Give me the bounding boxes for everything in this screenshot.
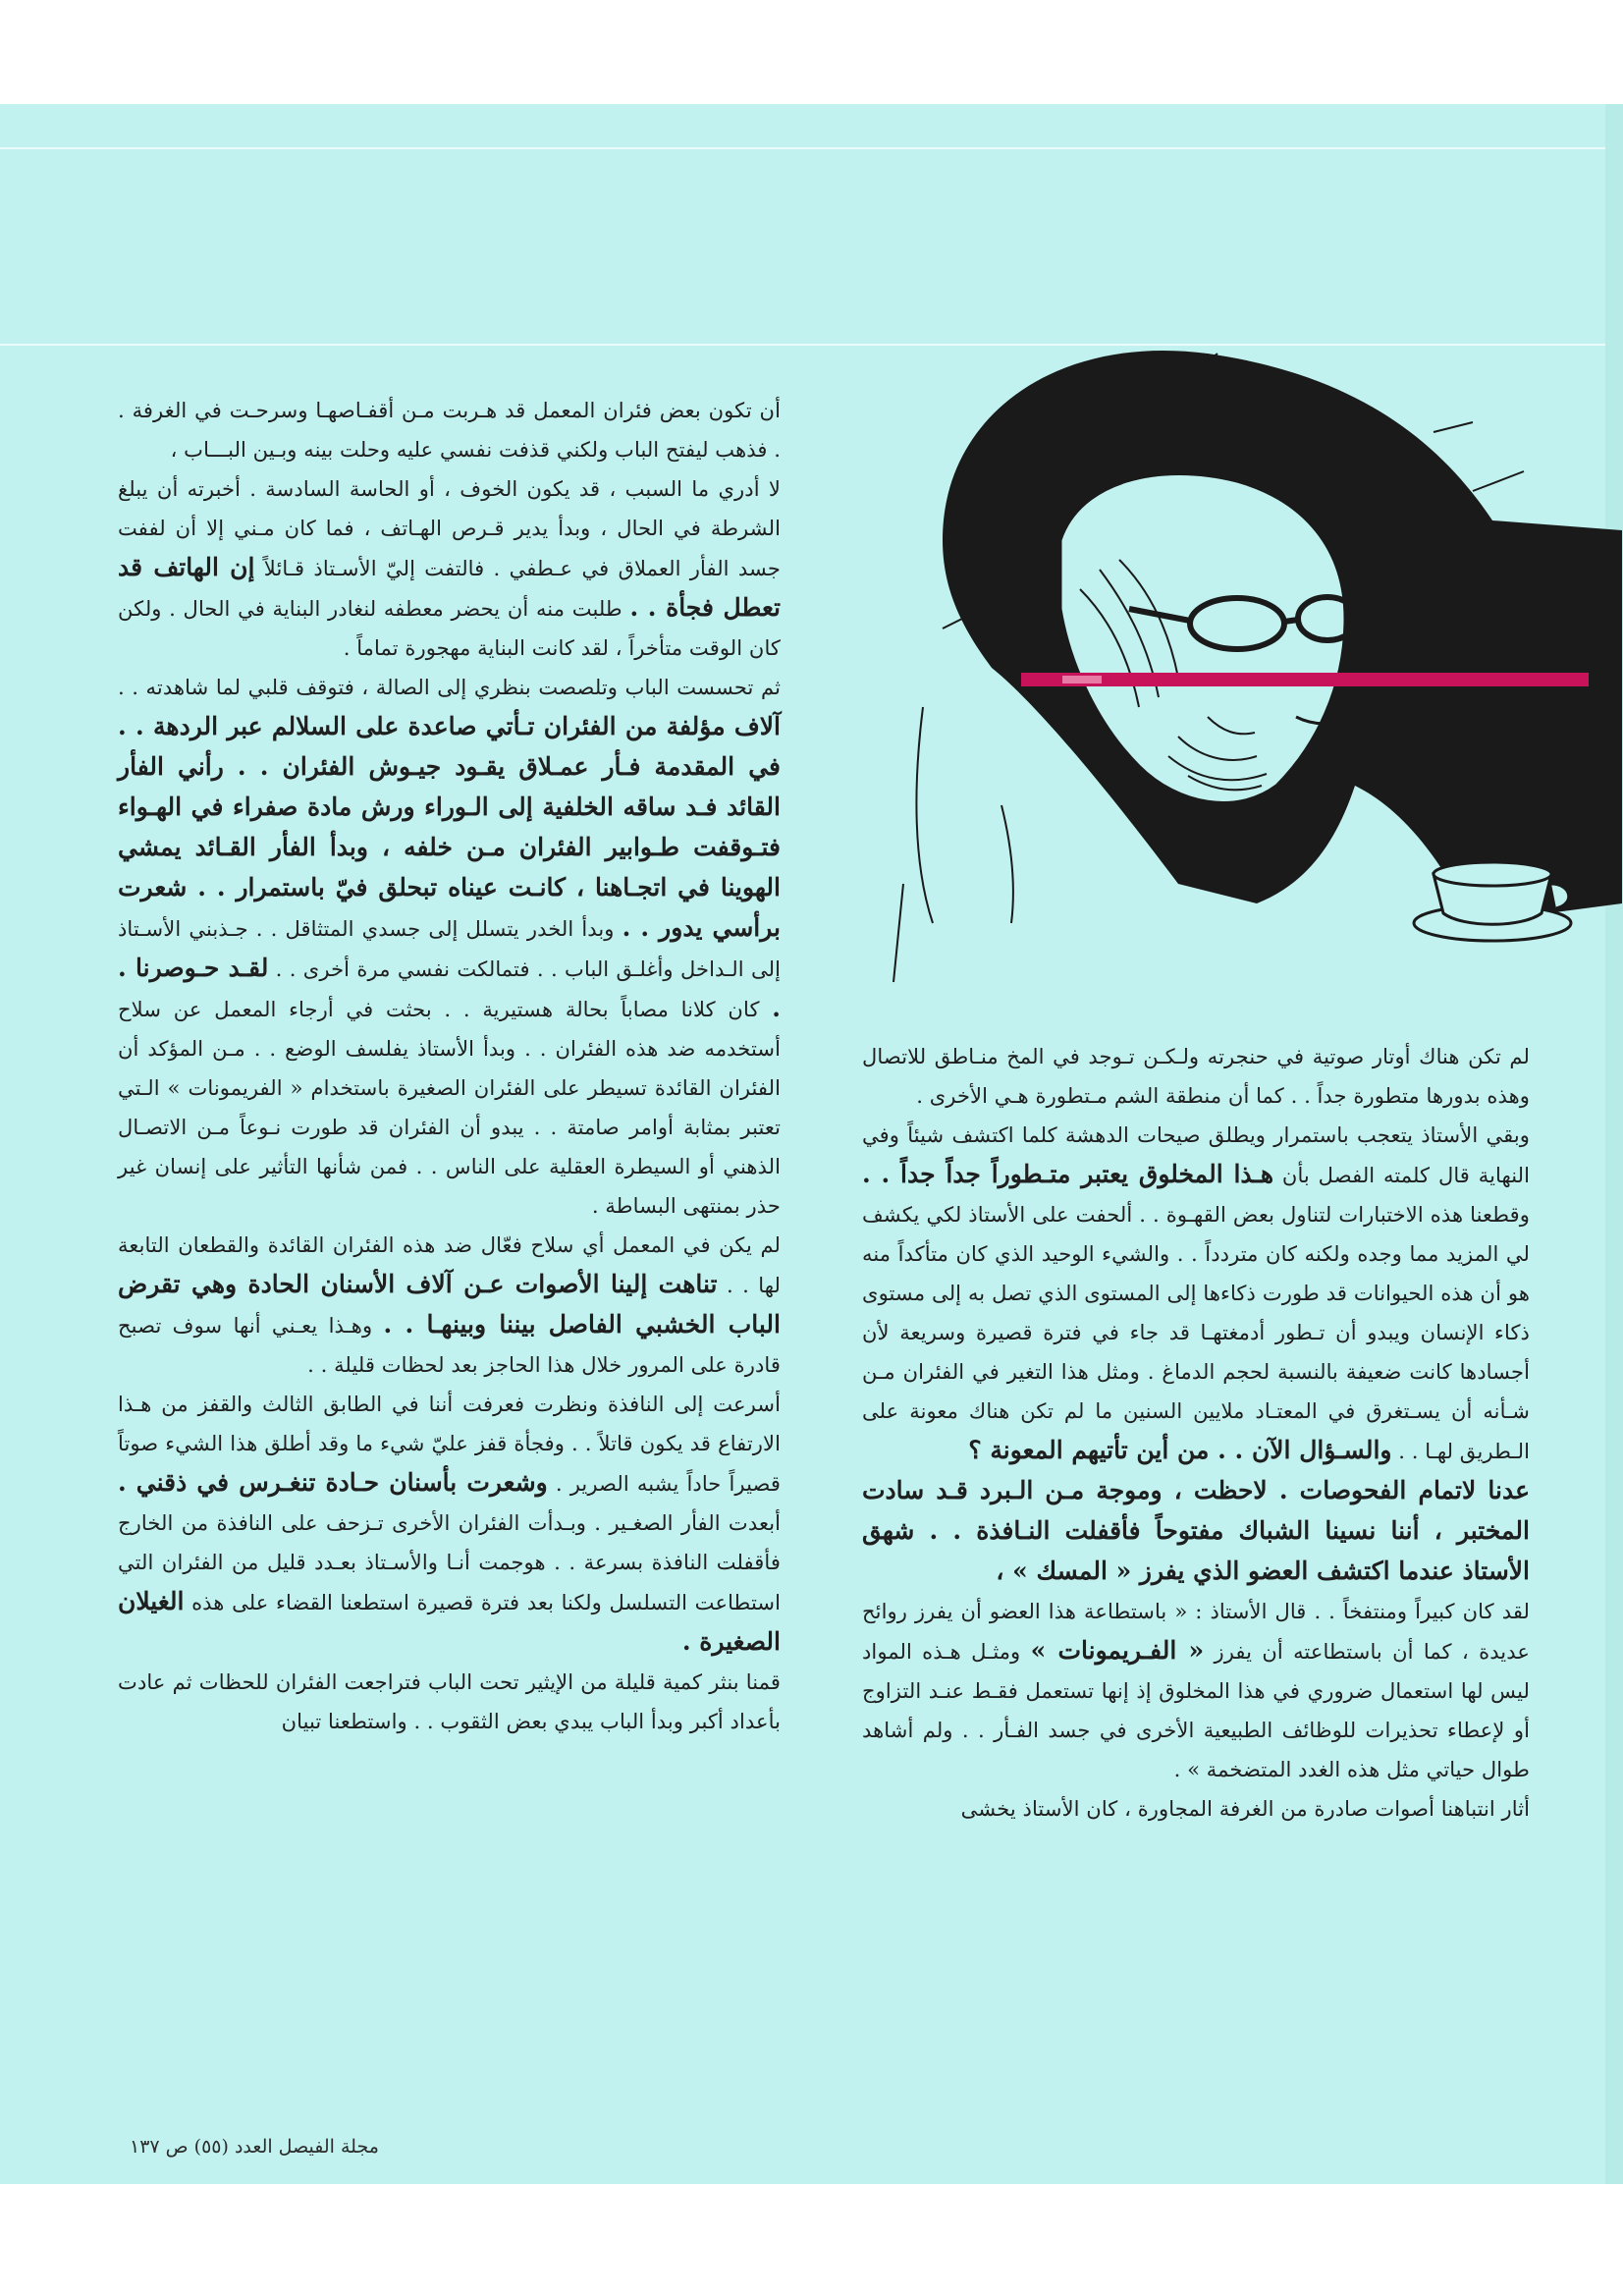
paragraph: لقد كان كبيراً ومنتفخاً . . قال الأستاذ : « باستطاعة هذا العضو أن يفرز روائح عديدة ، كما أن باستطاعته أن يفرز « الفـريمونات » ومثـل هـذه المواد ليس لها استعمال ضروري في هذا المخلوق إذ إنها تستعمل فقـط عنـد التزاوج أو لإعطاء تحذيرات للوظائف الطبيعية الأخرى في جسد الفـأر . . ولم أشاهد طوال حياتي مثل هذه الغدد المتضخمة » . (862, 1599, 1530, 1781)
bold-text: « الفـريمونات » (1030, 1636, 1205, 1665)
bold-text: آلاف مؤلفة من الفئران تـأتي صاعدة على السلالم عبر الردهة . . في المقدمة فـأر عمـلاق يقـود جيـوش الفئران . . رأني الفأر القائد فـد ساقه الخلفية إلى الـوراء ورش مادة صفراء في الهـواء فتـوقفت طـوابير الفئران مـن خلفه ، وبدأ الفأر القـائد يمشي الهوينا في اتجـاهنا ، كانـت عيناه تبحلق فيّ باستمرار . . شعرت برأسي يدور . . (118, 712, 781, 942)
bold-text: تناهت إلينا الأصوات عـن آلاف الأسنان الحادة وهي تقرض الباب الخشبي الفاصل بيننا وبينهـا . . (118, 1270, 781, 1339)
bold-text: والسـؤال الآن . . من أين تأتيهم المعونة ؟ (968, 1436, 1392, 1464)
page-footer: مجلة الفيصل العدد (٥٥) ص ١٣٧ (130, 2136, 379, 2158)
paragraph: أسرعت إلى النافذة ونظرت فعرفت أننا في الطابق الثالث والقفز من هـذا الارتفاع قد يكون قاتلاً . . وفجأة قفز عليّ شيء ما وقد أطلق هذا الشيء صوتاً قصيراً حاداً يشبه الصرير . وشعرت بأسنان حـادة تنغـرس في ذقني . أبعدت الفأر الصغـير . وبـدأت الفئران الأخرى تـزحف على النافذة من الخارج فأقفلت النافذة بسرعة . . هوجمت أنـا والأسـتاذ بعـدد قليل من الفئران التي استطاعت التسلسل ولكنا بعد فترة قصيرة استطعنا القضاء على هذه الغيلان الصغيرة . (118, 1392, 781, 1656)
paragraph (862, 1471, 1530, 1592)
bold-text: لقـد حـوصرنا . . (118, 954, 781, 1022)
paragraph: قمنا بنثر كمية قليلة من الإيثير تحت الباب فتراجعت الفئران للحظات ثم عادت بأعداد أكبر وبدأ الباب يبدي بعض الثقوب . . واستطعنا تبيان (118, 1669, 781, 1733)
right-column (862, 1037, 1530, 1829)
bold-text: هـذا المخلوق يعتبر متـطوراً جداً جداً . . (862, 1160, 1274, 1188)
paragraph: أن تكون بعض فئران المعمل قد هـربت مـن أقفـاصهـا وسرحـت في الغرفة . . فذهب ليفتح الباب ولكني قذفت نفسي عليه وحلت بينه وبـين البـــاب ، (118, 398, 781, 462)
paragraph: لم تكن هناك أوتار صوتية في حنجرته ولـكـن تـوجد في المخ منـاطق للاتصال وهذه بدورها متطورة جداً . . كما أن منطقة الشم مـتطورة هـي الأخرى . (862, 1044, 1530, 1108)
accent-bar (1021, 673, 1589, 686)
paragraph: ثم تحسست الباب وتلصصت بنظري إلى الصالة ، فتوقف قلبي لما شاهدته . . آلاف مؤلفة من الفئران تـأتي صاعدة على السلالم عبر الردهة . . في المقدمة فـأر عمـلاق يقـود جيـوش الفئران . . رأني الفأر القائد فـد ساقه الخلفية إلى الـوراء ورش مادة صفراء في الهـواء فتـوقفت طـوابير الفئران مـن خلفه ، وبدأ الفأر القـائد يمشي الهوينا في اتجـاهنا ، كانـت عيناه تبحلق فيّ باستمرار . . شعرت برأسي يدور . . وبدأ الخدر يتسلل إلى جسدي المتثاقل . . جـذبني الأسـتاذ إلى الـداخل وأغلـق الباب . . فتمالكت نفسي مرة أخرى . . لقـد حـوصرنا . . كان كلانا مصاباً بحالة هستيرية . . بحثت في أرجاء المعمل عن سلاح أستخدمه ضد هذه الفئران . . وبدأ الأستاذ يفلسف الوضع . . مـن المؤكد أن الفئران القائدة تسيطر على الفئران الصغيرة باستخدام « الفريمونات » الـتي تعتبر بمثابة أوامر صامتة . . يبدو أن الفئران قد طورت نـوعاً مـن الاتصـال الذهني أو السيطرة العقلية على الناس . . فمن شأنها التأثير على إنسان غير حذر بمنتهى البساطة . (118, 675, 781, 1218)
top-margin (0, 0, 1623, 104)
print-band (0, 147, 1623, 149)
left-column (118, 391, 781, 1741)
bold-text: عدنا لاتمام الفحوصات . لاحظت ، وموجة مـن الـبرد قـد سادت المختبر ، أننا نسينا الشباك مفتوحاً فأقفلت النـافذة . . شهق الأستاذ عندما اكتشف العضو الذي يفرز « المسك » ، (862, 1476, 1530, 1585)
paragraph: أثار انتباهنا أصوات صادرة من الغرفة المجاورة ، كان الأستاذ يخشى (960, 1796, 1530, 1821)
bold-text: وشعرت بأسنان حـادة تنغـرس في ذقني . (118, 1468, 548, 1497)
paragraph: وبقي الأستاذ يتعجب باستمرار ويطلق صيحات الدهشة كلما اكتشف شيئاً وفي النهاية قال كلمته الفصل بأن هـذا المخلوق يعتبر متـطوراً جداً جداً . . وقطعنا هذه الاختبارات لتناول بعض القهـوة . . ألحفت على الأستاذ لكي يكشف لي المزيد مما وجده ولكنه كان متردداً . . والشيء الوحيد الذي كان متأكداً منه هو أن هذه الحيوانات قد طورت ذكاءها إلى المستوى الذي تصل به إلى مستوى ذكاء الإنسان ويبدو أن تـطور أدمغتهـا قد جاء في فترة قصيرة وسريعة لأن أجسادها كانت ضعيفة بالنسبة لحجم الدماغ . ومثل هذا التغير في الفئران مـن شـأنه أن يسـتغرق في المعتـاد ملايين السنين ما لم تكن هناك معونة على الـطريق لهـا . . والسـؤال الآن . . من أين تأتيهم المعونة ؟ (862, 1122, 1530, 1464)
accent-bar-tick (1062, 676, 1102, 683)
bold-text: إن الهاتف قد تعطل فجأة . . (118, 553, 781, 622)
illustration-signature: خاريڤ (1443, 787, 1497, 810)
professor-illustration (884, 295, 1622, 1002)
paragraph: لم يكن في المعمل أي سلاح فعّال ضد هذه الفئران القائدة والقطعان التابعة لها . . تناهت إلينا الأصوات عـن آلاف الأسنان الحادة وهي تقرض الباب الخشبي الفاصل بيننا وبينهـا . . وهـذا يعـني أنها سوف تصبح قادرة على المرور خلال هذا الحاجز بعد لحظات قليلة . . (118, 1232, 781, 1377)
bold-text: الغيلان الصغيرة . (118, 1587, 781, 1656)
paragraph: لا أدري ما السبب ، قد يكون الخوف ، أو الحاسة السادسة . أخبرته أن يبلغ الشرطة في الحال ، وبدأ يدير قـرص الهـاتف ، فما كان مـني إلا أن لففت جسد الفأر العملاق في عـطفي . فالتفت إليّ الأسـتاذ قـائلاً إن الهاتف قد تعطل فجأة . . طلبت منه أن يحضر معطفه لنغادر البناية في الحال . ولكن كان الوقت متأخراً ، لقد كانت البناية مهجورة تماماً . (118, 476, 781, 660)
